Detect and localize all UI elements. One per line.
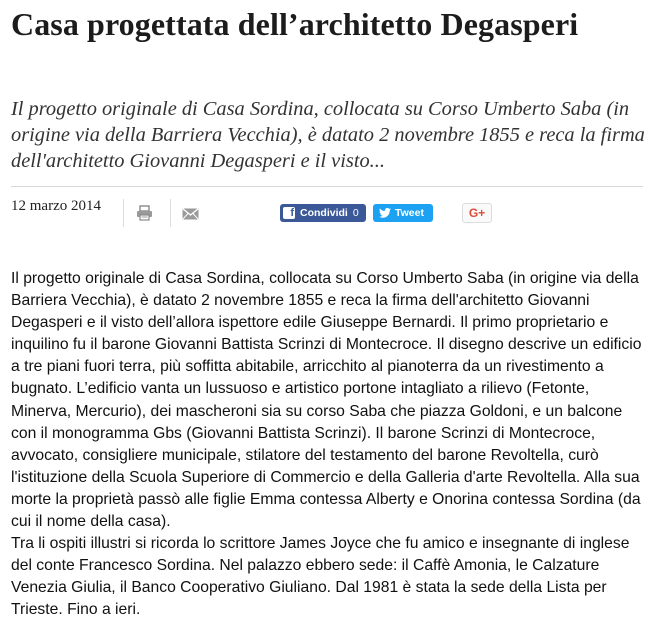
google-plus-label: G+ — [468, 206, 486, 220]
tweet-button[interactable] — [373, 204, 433, 222]
facebook-icon: f — [283, 207, 295, 219]
tweet-label: Tweet — [395, 207, 424, 219]
divider-vertical — [170, 199, 171, 227]
print-icon[interactable] — [136, 205, 153, 226]
article-paragraph: Tra li ospiti illustri si ricorda lo scrittore James Joyce che fu amico e insegnante di inglese del conte Francesco Sordina. Nel palazzo ebbero sede: il Caffè Amonia, le Calzature Venezia Giulia, il Banco Cooperativo Giuliano. Dal 1981 è stata la sede della Lista per Trieste. Fino a ieri. — [11, 535, 630, 619]
email-icon[interactable] — [182, 207, 199, 225]
facebook-share-button[interactable] — [280, 204, 366, 222]
google-plus-button[interactable] — [462, 203, 492, 223]
facebook-share-count: 0 — [352, 207, 359, 219]
article-lead: Il progetto originale di Casa Sordina, collocata su Corso Umberto Saba (in origine via della Barriera Vecchia), è datato 2 novembre 1855 e reca la firma dell'architetto Giovanni Degasperi e il visto... — [11, 98, 645, 172]
divider — [11, 186, 643, 187]
article-paragraph: Il progetto originale di Casa Sordina, collocata su Corso Umberto Saba (in origine via della Barriera Vecchia), è datato 2 novembre 1855 e reca la firma dell'architetto Giovanni Degasperi e il visto dell’allora ispettore edile Giuseppe Bernardi. Il primo proprietario e inquilino fu il barone Giovanni Battista Scrinzi di Montecroce. Il disegno descrive un edificio a tre piani fuori terra, più soffitta abitabile, arricchito al pianoterra da un rivestimento a bugnato. L’edificio vanta un lussuoso e artistico portone intagliato a rilievo (Fetonte, Minerva, Mercurio), dei mascheroni sia su corso Saba che piazza Goldoni, e un balcone con il monogramma Gbs (Giovanni Battista Scrinzi). Il barone Scrinzi di Montecroce, avvocato, consigliere municipale, stilatore del testamento del barone Revoltella, curò l'istituzione della Scuola Superiore di Commercio e della Galleria d'arte Revoltella. Alla sua morte la proprietà passò alle figlie Emma contessa Alberty e Onorina contessa Sordina (da cui il nome della casa). — [11, 270, 642, 531]
article-body — [11, 268, 651, 622]
article-title: Casa progettata dell’architetto Degasperi — [11, 6, 579, 42]
article-date: 12 marzo 2014 — [11, 198, 101, 214]
divider-vertical — [123, 199, 124, 227]
facebook-share-label: Condividi — [300, 207, 348, 219]
twitter-bird-icon — [379, 208, 391, 218]
